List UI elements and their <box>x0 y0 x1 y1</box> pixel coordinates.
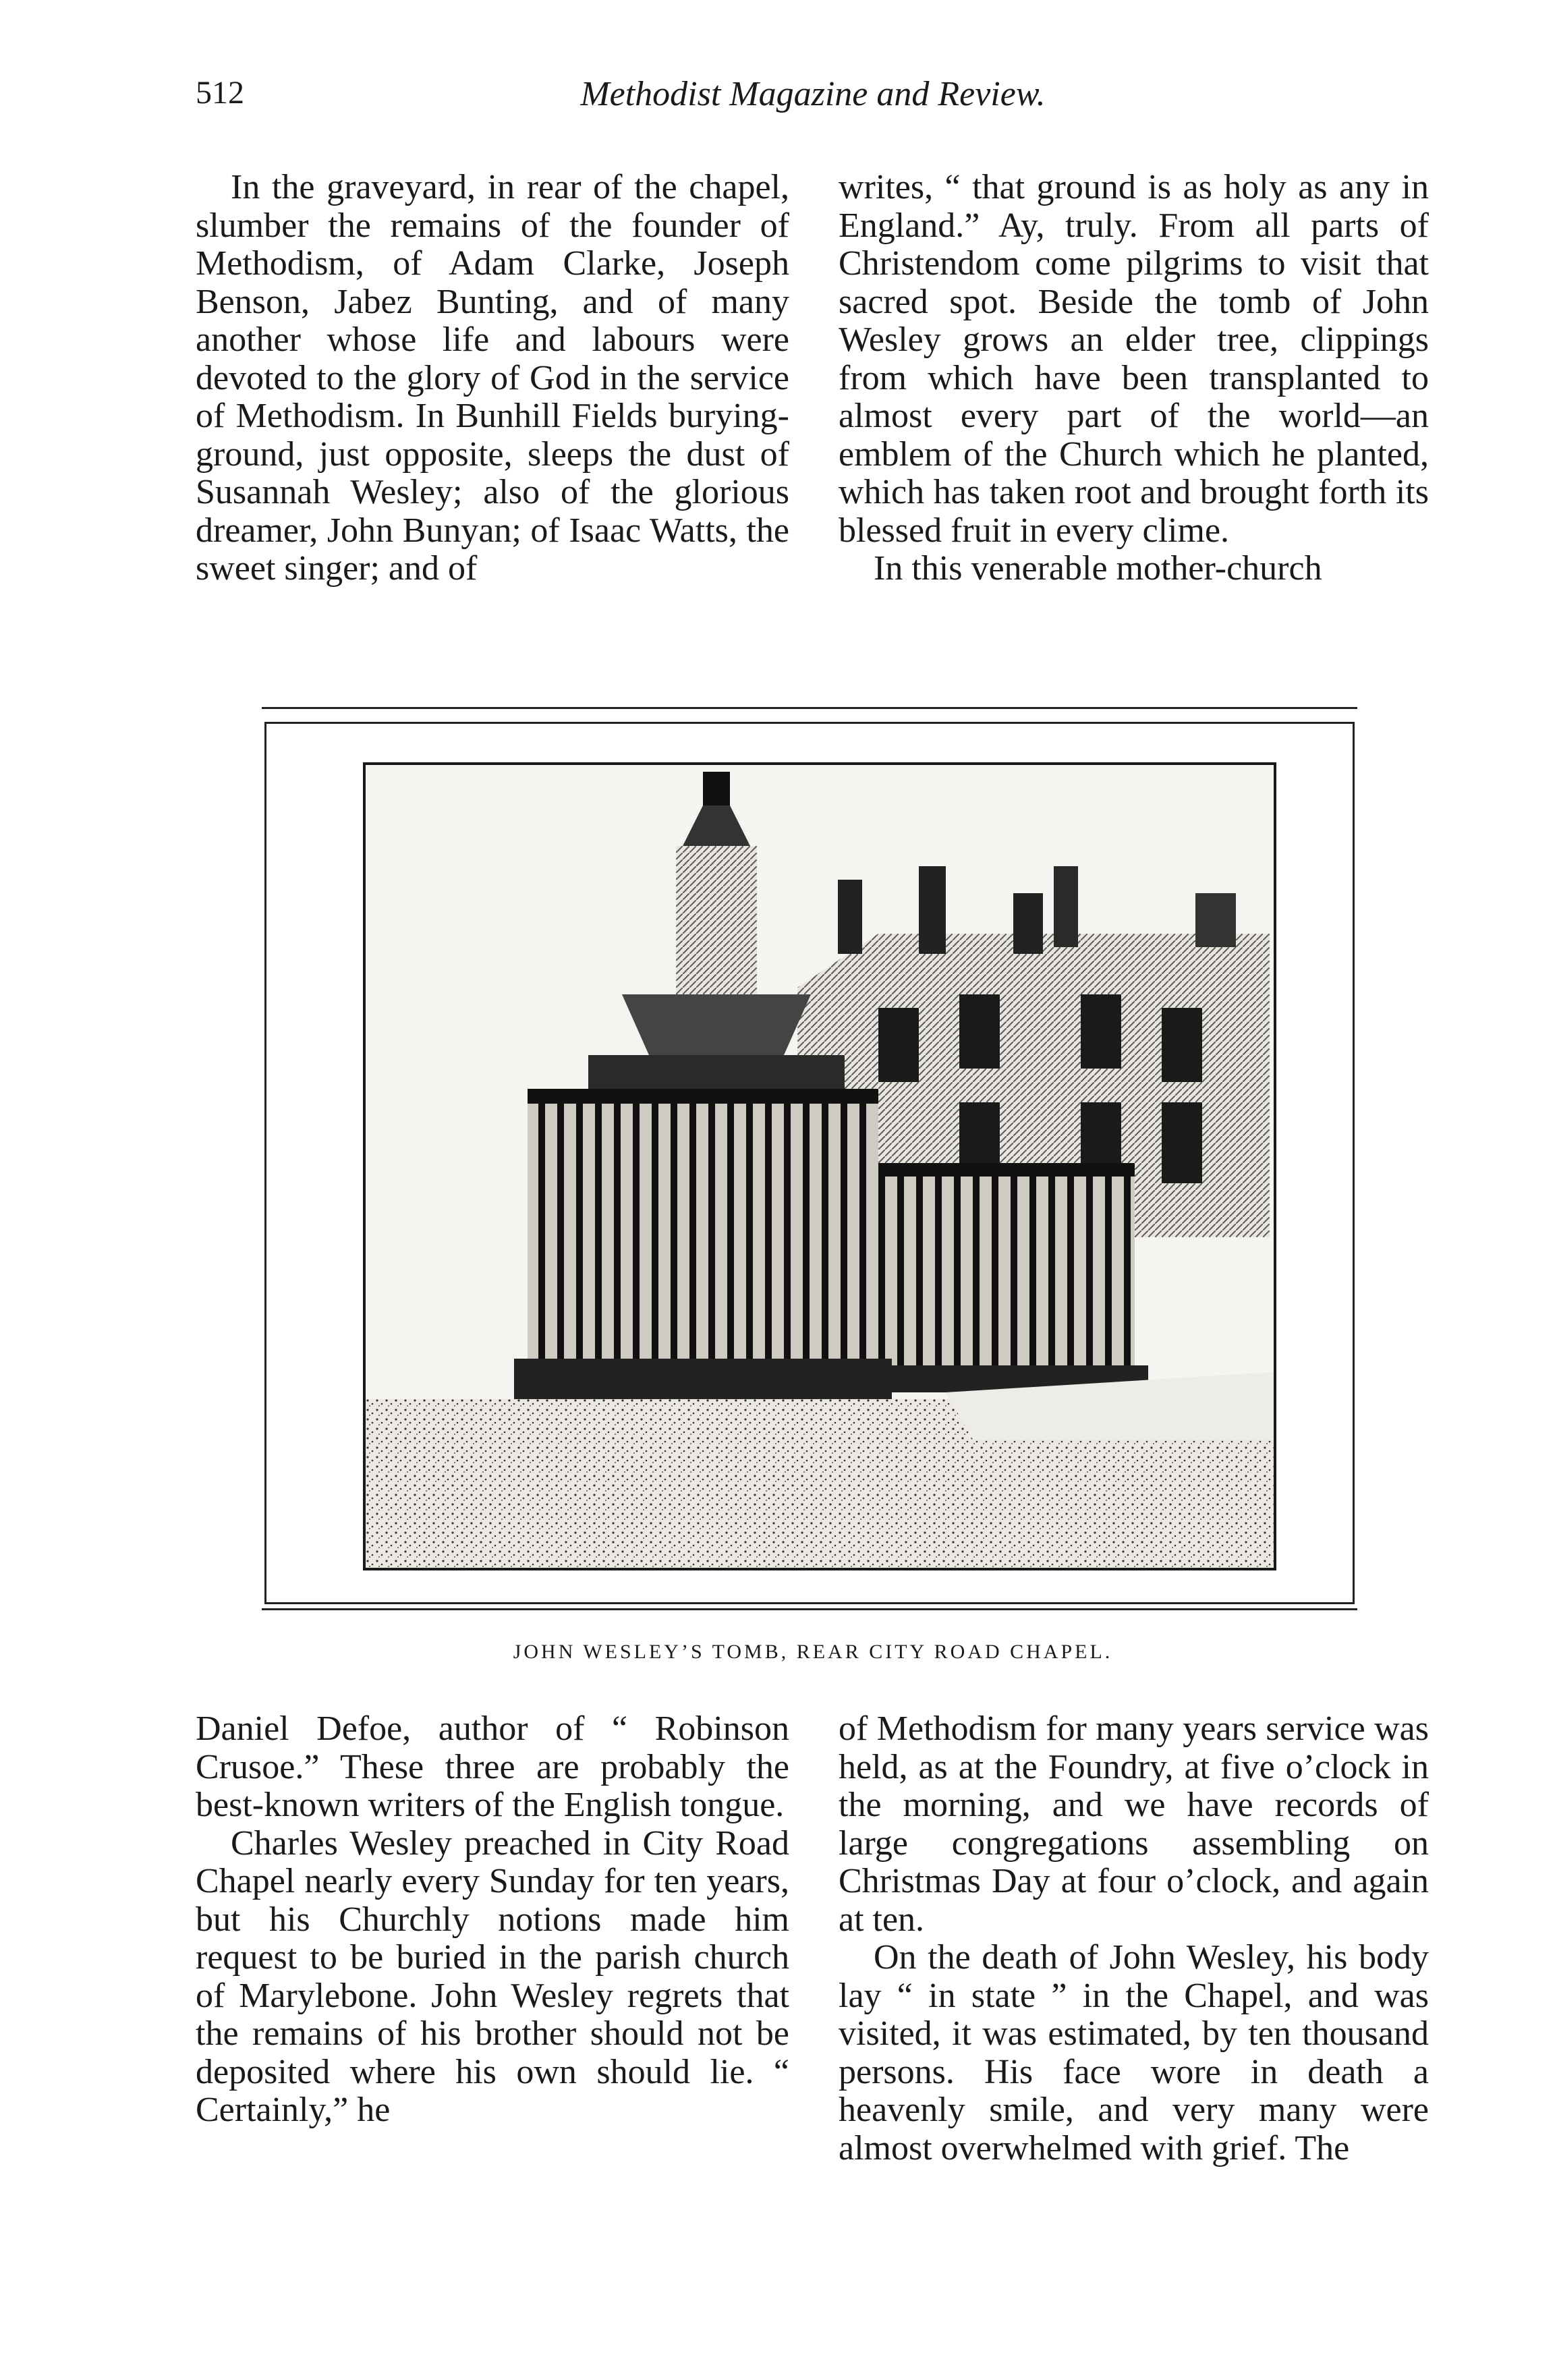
page-header <box>196 74 1430 128</box>
paragraph: Daniel Defoe, author of “ Robinson Crusoe.” These three are probably the best-known writers of the English tongue. <box>196 1709 789 1824</box>
paragraph: Charles Wesley preached in City Road Chapel nearly every Sunday for ten years, but his Churchly notions made him request to be buried in the parish church of Marylebone. John Wesley regrets that the remains of his brother should not be deposited where his own should lie. “ Certainly,” he <box>196 1823 789 2129</box>
paragraph: In this venerable mother-church <box>874 549 1322 588</box>
column-bottom-right <box>839 1710 1429 2168</box>
figure <box>262 707 1357 1614</box>
tomb-engraving-illustration <box>363 762 1276 1570</box>
column-bottom-left <box>196 1710 789 2130</box>
figure-top-rule <box>262 707 1357 709</box>
figure-caption: JOHN WESLEY’S TOMB, REAR CITY ROAD CHAPEL. <box>513 1641 1113 1663</box>
ground <box>366 1372 1274 1568</box>
page-number: 512 <box>196 75 244 111</box>
running-title: Methodist Magazine and Review. <box>580 75 1046 113</box>
engraving-tomb-icon <box>366 765 1274 1568</box>
paragraph: of Methodism for many years service was held, as at the Foundry, at five o’clock in the morning, and we have records of large congregations assembling on Christmas Day at four o’clock, and again at ten. <box>839 1709 1429 1939</box>
paragraph: In the graveyard, in rear of the chapel, slumber the remains of the founder of Methodism, of Adam Clarke, Joseph Benson, Jabez Bunting, and of many another whose life and labours were devoted to the glory of God in the service of Methodism. In Bunhill Fields burying-ground, just opposite, sleeps the dust of Susannah Wesley; also of the glorious dreamer, John Bunyan; of Isaac Watts, the sweet singer; and of <box>196 168 789 588</box>
paragraph: writes, “ that ground is as holy as any in England.” Ay, truly. From all parts of Christendom come pilgrims to visit that sacred spot. Beside the tomb of John Wesley grows an elder tree, clippings from which have been transplanted to almost every part of the world—an emblem of the Church which he planted, which has taken root and brought forth its blessed fruit in every clime. <box>839 168 1429 550</box>
figure-bottom-rule <box>262 1608 1357 1610</box>
column-top-left <box>196 169 789 588</box>
paragraph: On the death of John Wesley, his body lay “ in state ” in the Chapel, and was visited, it was estimated, by ten thousand persons. His face wore in death a heavenly smile, and very many were almost overwhelmed with grief. The <box>839 1938 1429 2168</box>
column-top-right <box>839 169 1429 588</box>
